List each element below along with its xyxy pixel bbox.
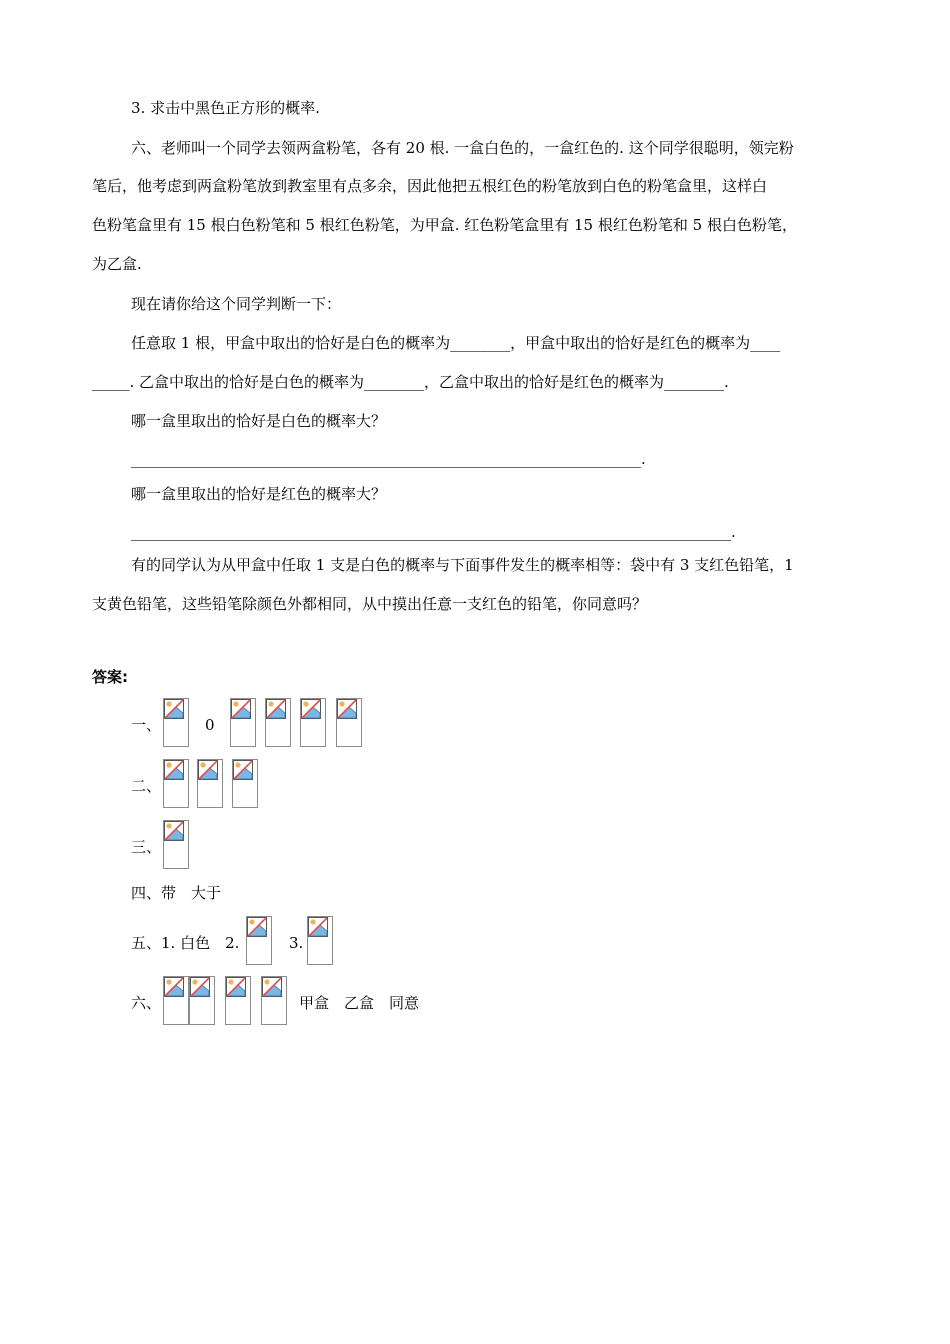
answer-row5-three: 3. [289,934,304,952]
answer-row3-label: 三、 [131,838,162,856]
broken-image-icon [232,759,258,808]
problem6-line4: 为乙盒. [92,255,142,273]
answer-row4: 四、带 大于 [131,884,222,902]
problem6-last2: 支黄色铅笔，这些铅笔除颜色外都相同，从中摸出任意一支红色的铅笔，你同意吗？ [92,595,648,613]
problem6-line1: 六、老师叫一个同学去领两盒粉笔，各有 20 根. 一盒白色的，一盒红色的. 这个同学很聪明，领完粉 [131,139,794,157]
broken-image-icon [246,916,272,965]
answer-row1-label: 一、 [131,716,162,734]
broken-image-icon [197,759,223,808]
problem6-line2: 笔后，他考虑到两盒粉笔放到教室里有点多余，因此他把五根红色的粉笔放到白色的粉笔盒里，这样白 [92,177,768,195]
broken-image-icon [163,976,189,1025]
answer-row2-label: 二、 [131,777,162,795]
broken-image-icon [230,698,256,747]
problem6-fill2: _____. 乙盒中取出的恰好是白色的概率为________，乙盒中取出的恰好是红色的概率为________. [92,373,729,391]
problem6-last1: 有的同学认为从甲盒中任取 1 支是白色的概率与下面事件发生的概率相等：袋中有 3 支红色铅笔，1 [131,556,794,574]
answer-row6-label: 六、 [131,994,162,1012]
broken-image-icon [163,698,189,747]
answer-blank-white: ____________________________________________________________________. [131,450,646,468]
broken-image-icon [225,976,251,1025]
question-red: 哪一盒里取出的恰好是红色的概率大？ [131,485,387,503]
answers-heading: 答案: [92,668,128,686]
broken-image-icon [307,916,333,965]
broken-image-icon [265,698,291,747]
answer-row6-text: 甲盒 乙盒 同意 [299,994,420,1012]
question-white: 哪一盒里取出的恰好是白色的概率大？ [131,412,387,430]
problem6-fill1: 任意取 1 根，甲盒中取出的恰好是白色的概率为________，甲盒中取出的恰好是红色的概率为____ [131,334,781,352]
broken-image-icon [189,976,215,1025]
answer-row5-label: 五、1. 白色 2. [131,934,240,952]
problem6-prompt: 现在请你给这个同学判断一下： [131,295,342,313]
broken-image-icon [163,820,189,869]
answer-blank-red: ________________________________________________________________________________. [131,523,736,541]
broken-image-icon [300,698,326,747]
answer-row1-zero: 0 [205,716,215,734]
broken-image-icon [163,759,189,808]
problem5-item3: 3. 求击中黑色正方形的概率. [131,99,320,117]
broken-image-icon [261,976,287,1025]
problem6-line3: 色粉笔盒里有 15 根白色粉笔和 5 根红色粉笔，为甲盒. 红色粉笔盒里有 15 根红色粉笔和 5 根白色粉笔， [92,216,797,234]
broken-image-icon [336,698,362,747]
